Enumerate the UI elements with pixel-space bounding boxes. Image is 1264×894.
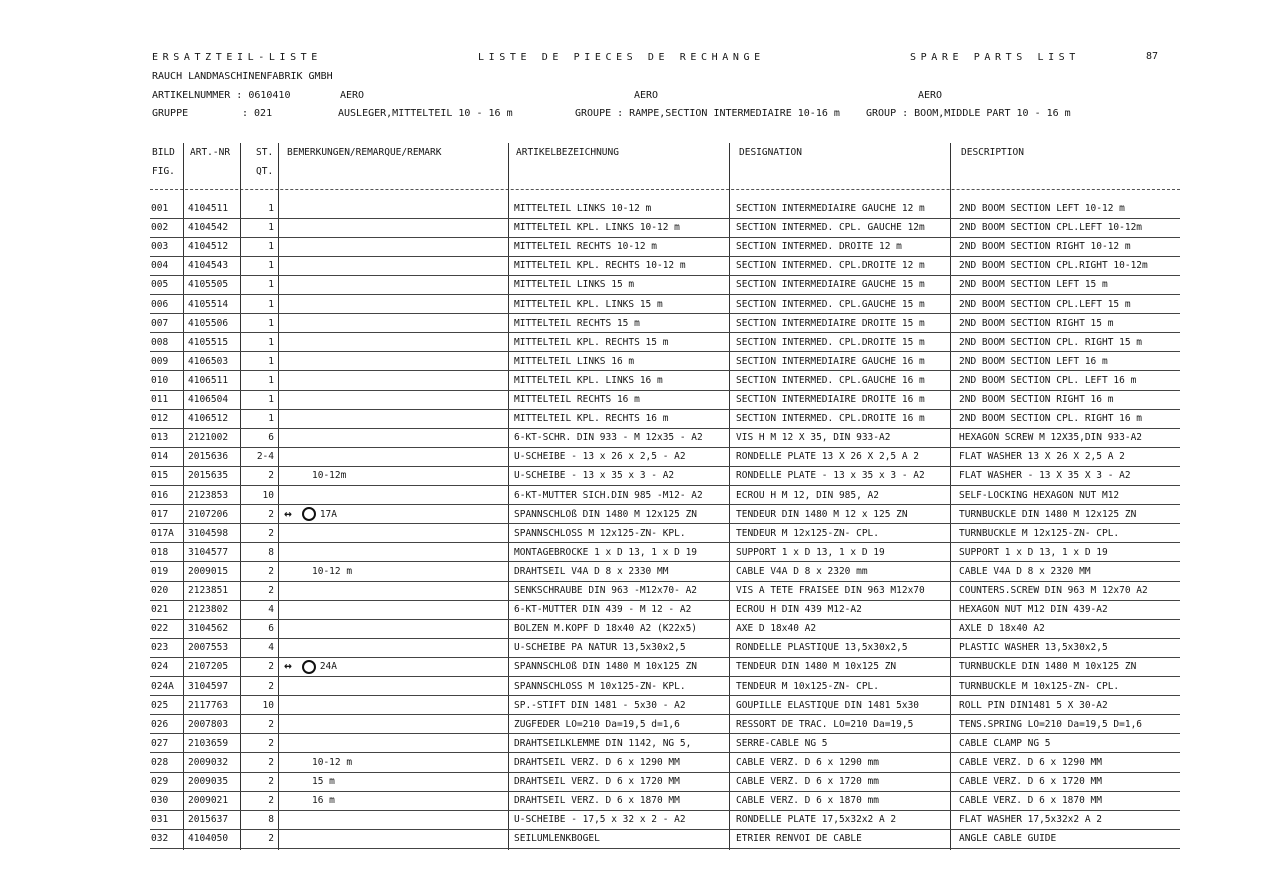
cell-name-en: SELF-LOCKING HEXAGON NUT M12: [959, 489, 1120, 501]
remark-text: 24A: [319, 661, 337, 673]
col-art: ART.-NR: [190, 147, 231, 158]
cell-name-de: U-SCHEIBE PA NATUR 13,5x30x2,5: [514, 642, 686, 654]
cell-name-de: MITTELTEIL KPL. RECHTS 15 m: [514, 336, 669, 348]
cell-name-en: CABLE VERZ. D 6 x 1870 MM: [959, 795, 1102, 807]
cell-fig: 004: [151, 260, 169, 272]
cell-art-nr: 2009032: [188, 756, 229, 768]
cell-name-de: U-SCHEIBE - 13 x 35 x 3 - A2: [514, 470, 675, 482]
cell-name-fr: SUPPORT 1 x D 13, 1 x D 19: [736, 546, 885, 558]
cell-name-en: TURNBUCKLE DIN 1480 M 12x125 ZN: [959, 508, 1137, 520]
cell-remark: [284, 657, 506, 676]
group-de: AUSLEGER,MITTELTEIL 10 - 16 m: [338, 108, 513, 119]
cell-art-nr: 2121002: [188, 432, 229, 444]
cell-art-nr: 2015635: [188, 470, 229, 482]
cell-name-en: HEXAGON SCREW M 12X35,DIN 933-A2: [959, 432, 1143, 444]
cell-fig: 019: [151, 565, 169, 577]
cell-name-de: BOLZEN M.KOPF D 18x40 A2 (K22x5): [514, 623, 698, 635]
cell-fig: 013: [151, 432, 169, 444]
cell-name-de: MITTELTEIL LINKS 15 m: [514, 279, 635, 291]
cell-name-fr: SECTION INTERMED. CPL.DROITE 16 m: [736, 413, 925, 425]
cell-qty: 1: [268, 336, 274, 348]
cell-qty: 2: [268, 776, 274, 787]
cell-art-nr: 4104050: [188, 833, 229, 845]
cell-name-de: SENKSCHRAUBE DIN 963 -M12x70- A2: [514, 585, 698, 596]
cell-name-en: ROLL PIN DIN1481 5 X 30-A2: [959, 699, 1108, 711]
cell-name-fr: SECTION INTERMEDIAIRE DROITE 15 m: [736, 317, 925, 329]
cell-name-en: 2ND BOOM SECTION CPL.LEFT 15 m: [959, 298, 1131, 310]
cell-fig: 008: [151, 336, 169, 348]
cell-art-nr: 3104598: [188, 527, 229, 539]
cell-name-fr: TENDEUR DIN 1480 M 12 x 125 ZN: [736, 508, 908, 520]
cell-name-de: MITTELTEIL KPL. RECHTS 10-12 m: [514, 260, 686, 272]
col-name-fr: DESIGNATION: [739, 147, 802, 158]
cell-name-de: MONTAGEBROCKE 1 x D 13, 1 x D 19: [514, 546, 698, 558]
cell-name-en: 2ND BOOM SECTION CPL. RIGHT 15 m: [959, 336, 1143, 348]
cell-name-fr: TENDEUR M 12x125-ZN- CPL.: [736, 527, 879, 539]
cell-fig: 005: [151, 279, 169, 291]
article-number: ARTIKELNUMMER : 0610410: [152, 90, 291, 101]
cell-name-en: 2ND BOOM SECTION CPL. LEFT 16 m: [959, 374, 1137, 386]
cell-art-nr: 3104597: [188, 680, 229, 692]
cell-art-nr: 2123802: [188, 604, 229, 616]
col-name-de: ARTIKELBEZEICHNUNG: [516, 147, 619, 158]
cell-name-fr: RONDELLE PLATE - 13 x 35 x 3 - A2: [736, 470, 925, 482]
divider-name-fr: [950, 143, 951, 850]
cell-name-fr: SECTION INTERMEDIAIRE GAUCHE 16 m: [736, 355, 925, 367]
cell-qty: 2: [268, 756, 274, 768]
cell-name-de: MITTELTEIL LINKS 16 m: [514, 355, 635, 367]
cell-art-nr: 4105505: [188, 279, 229, 291]
cell-name-fr: CABLE VERZ. D 6 x 1720 mm: [736, 776, 879, 787]
cell-name-de: SPANNSCHLOSS M 12x125-ZN- KPL.: [514, 527, 686, 539]
cell-qty: 10: [262, 699, 274, 711]
cell-name-fr: RONDELLE PLATE 17,5x32x2 A 2: [736, 814, 897, 826]
cell-qty: 2: [268, 833, 274, 845]
cell-fig: 014: [151, 451, 169, 463]
cell-name-de: SEILUMLENKBOGEL: [514, 833, 600, 845]
cell-qty: 1: [268, 317, 274, 329]
circle-reference-icon: [302, 660, 316, 674]
cell-art-nr: 4105514: [188, 298, 229, 310]
cell-remark: 10-12m: [312, 470, 347, 482]
cell-art-nr: 4105506: [188, 317, 229, 329]
cell-qty: 6: [268, 432, 274, 444]
cell-name-en: 2ND BOOM SECTION CPL.RIGHT 10-12m: [959, 260, 1148, 272]
cell-art-nr: 4105515: [188, 336, 229, 348]
cell-remark: 16 m: [312, 795, 335, 807]
model-en: AERO: [918, 90, 943, 101]
cell-fig: 010: [151, 374, 169, 386]
cell-name-fr: VIS H M 12 X 35, DIN 933-A2: [736, 432, 891, 444]
cell-name-fr: SECTION INTERMED. CPL.DROITE 12 m: [736, 260, 925, 272]
cell-qty: 1: [268, 298, 274, 310]
cell-art-nr: 2009021: [188, 795, 229, 807]
cell-art-nr: 2015637: [188, 814, 229, 826]
cell-name-de: MITTELTEIL RECHTS 16 m: [514, 394, 640, 405]
cell-fig: 007: [151, 317, 169, 329]
cell-name-de: U-SCHEIBE - 13 x 26 x 2,5 - A2: [514, 451, 686, 463]
cell-name-en: ANGLE CABLE GUIDE: [959, 833, 1057, 845]
cell-name-fr: SECTION INTERMEDIAIRE GAUCHE 15 m: [736, 279, 925, 291]
cell-qty: 8: [268, 546, 274, 558]
cell-qty: 2: [268, 527, 274, 539]
row-separator: [150, 848, 1180, 849]
cell-name-fr: TENDEUR DIN 1480 M 10x125 ZN: [736, 661, 897, 673]
cell-qty: 1: [268, 203, 274, 214]
cell-fig: 015: [151, 470, 169, 482]
cell-name-en: AXLE D 18x40 A2: [959, 623, 1045, 635]
cell-remark: [284, 505, 506, 524]
cell-name-fr: SECTION INTERMED. CPL.DROITE 15 m: [736, 336, 925, 348]
cell-name-de: MITTELTEIL KPL. RECHTS 16 m: [514, 413, 669, 425]
cell-fig: 028: [151, 756, 169, 768]
circle-reference-icon: [302, 507, 316, 521]
cell-fig: 003: [151, 241, 169, 253]
cell-fig: 031: [151, 814, 169, 826]
cell-art-nr: 4106503: [188, 355, 229, 367]
cell-fig: 025: [151, 699, 169, 711]
cell-name-en: 2ND BOOM SECTION RIGHT 16 m: [959, 394, 1114, 405]
cell-qty: 2: [268, 795, 274, 807]
cell-fig: 023: [151, 642, 169, 654]
cell-fig: 017: [151, 508, 169, 520]
col-name-en: DESCRIPTION: [961, 147, 1024, 158]
cell-name-de: MITTELTEIL RECHTS 10-12 m: [514, 241, 657, 253]
cell-fig: 032: [151, 833, 169, 845]
cell-art-nr: 2107206: [188, 508, 229, 520]
cell-fig: 006: [151, 298, 169, 310]
cell-fig: 018: [151, 546, 169, 558]
cell-qty: 2: [268, 508, 274, 520]
header-separator: [150, 189, 1180, 190]
cell-name-en: FLAT WASHER 13 X 26 X 2,5 A 2: [959, 451, 1125, 463]
cell-name-de: 6-KT-SCHR. DIN 933 - M 12x35 - A2: [514, 432, 703, 444]
cell-name-en: PLASTIC WASHER 13,5x30x2,5: [959, 642, 1108, 654]
divider-name-de: [729, 143, 730, 850]
cell-fig: 027: [151, 737, 169, 749]
col-fig-line1: BILD: [152, 147, 175, 158]
cell-art-nr: 2009015: [188, 565, 229, 577]
cell-name-en: TURNBUCKLE M 12x125-ZN- CPL.: [959, 527, 1120, 539]
cell-qty: 2: [268, 585, 274, 596]
cell-name-de: 6-KT-MUTTER SICH.DIN 985 -M12- A2: [514, 489, 703, 501]
cell-art-nr: 2009035: [188, 776, 229, 787]
cell-qty: 8: [268, 814, 274, 826]
cell-name-de: MITTELTEIL RECHTS 15 m: [514, 317, 640, 329]
cell-name-en: 2ND BOOM SECTION LEFT 15 m: [959, 279, 1108, 291]
cell-name-de: SPANNSCHLOß DIN 1480 M 10x125 ZN: [514, 661, 698, 673]
cell-fig: 029: [151, 776, 169, 787]
cell-qty: 2: [268, 680, 274, 692]
cell-name-de: ZUGFEDER LO=210 Da=19,5 d=1,6: [514, 718, 680, 730]
cell-name-en: 2ND BOOM SECTION RIGHT 10-12 m: [959, 241, 1131, 253]
cell-qty: 2: [268, 470, 274, 482]
cell-name-fr: SERRE-CABLE NG 5: [736, 737, 828, 749]
cell-fig: 001: [151, 203, 169, 214]
cell-fig: 002: [151, 222, 169, 234]
cell-name-de: MITTELTEIL LINKS 10-12 m: [514, 203, 652, 214]
cell-art-nr: 4104543: [188, 260, 229, 272]
cell-art-nr: 4106511: [188, 374, 229, 386]
cell-name-en: 2ND BOOM SECTION CPL. RIGHT 16 m: [959, 413, 1143, 425]
group-number: : 021: [242, 108, 273, 119]
cell-name-fr: ECROU H DIN 439 M12-A2: [736, 604, 862, 616]
model-de: AERO: [340, 90, 365, 101]
cell-fig: 022: [151, 623, 169, 635]
cell-name-fr: AXE D 18x40 A2: [736, 623, 817, 635]
cell-name-en: 2ND BOOM SECTION RIGHT 15 m: [959, 317, 1114, 329]
cell-name-fr: TENDEUR M 10x125-ZN- CPL.: [736, 680, 879, 692]
cell-name-de: 6-KT-MUTTER DIN 439 - M 12 - A2: [514, 604, 692, 616]
divider-remark: [508, 143, 509, 850]
cell-name-fr: GOUPILLE ELASTIQUE DIN 1481 5x30: [736, 699, 920, 711]
cell-name-en: 2ND BOOM SECTION CPL.LEFT 10-12m: [959, 222, 1143, 234]
cell-name-de: DRAHTSEIL VERZ. D 6 x 1720 MM: [514, 776, 680, 787]
col-qty-line1: ST.: [256, 147, 274, 158]
cell-name-de: DRAHTSEILKLEMME DIN 1142, NG 5,: [514, 737, 692, 749]
cell-qty: 1: [268, 374, 274, 386]
cell-name-de: SPANNSCHLOß DIN 1480 M 12x125 ZN: [514, 508, 698, 520]
cell-name-de: DRAHTSEIL V4A D 8 x 2330 MM: [514, 565, 669, 577]
group-fr: GROUPE : RAMPE,SECTION INTERMEDIAIRE 10-16 m: [575, 108, 840, 119]
cell-art-nr: 2123851: [188, 585, 229, 596]
cell-qty: 2: [268, 565, 274, 577]
cell-name-fr: RONDELLE PLASTIQUE 13,5x30x2,5: [736, 642, 908, 654]
cell-qty: 2: [268, 718, 274, 730]
cell-art-nr: 4106504: [188, 394, 229, 405]
cell-fig: 017A: [151, 527, 174, 539]
cell-fig: 016: [151, 489, 169, 501]
cell-name-de: U-SCHEIBE - 17,5 x 32 x 2 - A2: [514, 814, 686, 826]
cell-qty: 4: [268, 642, 274, 654]
cell-fig: 026: [151, 718, 169, 730]
cell-art-nr: 4104542: [188, 222, 229, 234]
model-fr: AERO: [634, 90, 659, 101]
cell-name-fr: SECTION INTERMED. CPL.GAUCHE 15 m: [736, 298, 925, 310]
cell-name-en: FLAT WASHER - 13 X 35 X 3 - A2: [959, 470, 1131, 482]
cell-art-nr: 3104562: [188, 623, 229, 635]
cell-qty: 1: [268, 394, 274, 405]
cell-name-en: FLAT WASHER 17,5x32x2 A 2: [959, 814, 1102, 826]
cell-fig: 024A: [151, 680, 174, 692]
cell-name-en: HEXAGON NUT M12 DIN 439-A2: [959, 604, 1108, 616]
cell-name-en: SUPPORT 1 x D 13, 1 x D 19: [959, 546, 1108, 558]
cell-name-fr: VIS A TETE FRAISEE DIN 963 M12x70: [736, 585, 925, 596]
title-de: ERSATZTEIL-LISTE: [152, 52, 322, 63]
title-fr: LISTE DE PIECES DE RECHANGE: [478, 52, 765, 63]
cell-name-en: TURNBUCKLE DIN 1480 M 10x125 ZN: [959, 661, 1137, 673]
cell-name-fr: CABLE VERZ. D 6 x 1290 mm: [736, 756, 879, 768]
cell-name-de: MITTELTEIL KPL. LINKS 10-12 m: [514, 222, 680, 234]
cell-name-en: COUNTERS.SCREW DIN 963 M 12x70 A2: [959, 585, 1148, 596]
cell-art-nr: 4106512: [188, 413, 229, 425]
cell-art-nr: 4104511: [188, 203, 229, 214]
divider-art: [240, 143, 241, 850]
cell-name-fr: ECROU H M 12, DIN 985, A2: [736, 489, 879, 501]
cell-name-fr: ETRIER RENVOI DE CABLE: [736, 833, 862, 845]
cell-name-en: 2ND BOOM SECTION LEFT 16 m: [959, 355, 1108, 367]
cell-qty: 1: [268, 413, 274, 425]
cell-art-nr: 2103659: [188, 737, 229, 749]
cell-name-en: CABLE V4A D 8 x 2320 MM: [959, 565, 1091, 577]
cell-art-nr: 2107205: [188, 661, 229, 673]
cell-qty: 1: [268, 241, 274, 253]
company-name: RAUCH LANDMASCHINENFABRIK GMBH: [152, 71, 333, 82]
cell-art-nr: 2007553: [188, 642, 229, 654]
cell-name-fr: CABLE VERZ. D 6 x 1870 mm: [736, 795, 879, 807]
cell-qty: 10: [262, 489, 274, 501]
cell-fig: 021: [151, 604, 169, 616]
cell-name-fr: SECTION INTERMED. CPL. GAUCHE 12m: [736, 222, 925, 234]
cell-qty: 2: [268, 737, 274, 749]
cell-name-fr: SECTION INTERMED. CPL.GAUCHE 16 m: [736, 374, 925, 386]
cell-fig: 024: [151, 661, 169, 673]
cell-name-de: MITTELTEIL KPL. LINKS 15 m: [514, 298, 663, 310]
cell-name-fr: RESSORT DE TRAC. LO=210 Da=19,5: [736, 718, 914, 730]
cell-fig: 012: [151, 413, 169, 425]
cell-name-en: TENS.SPRING LO=210 Da=19,5 D=1,6: [959, 718, 1143, 730]
col-qty-line2: QT.: [256, 166, 274, 177]
cell-name-fr: SECTION INTERMEDIAIRE DROITE 16 m: [736, 394, 925, 405]
cell-qty: 1: [268, 260, 274, 272]
double-arrow-icon: ↔: [284, 506, 292, 522]
cell-art-nr: 2007803: [188, 718, 229, 730]
cell-qty: 2-4: [256, 451, 274, 463]
cell-name-en: 2ND BOOM SECTION LEFT 10-12 m: [959, 203, 1125, 214]
double-arrow-icon: ↔: [284, 659, 292, 675]
cell-qty: 1: [268, 279, 274, 291]
cell-art-nr: 2117763: [188, 699, 229, 711]
group-label: GRUPPE: [152, 108, 189, 119]
cell-name-en: CABLE VERZ. D 6 x 1720 MM: [959, 776, 1102, 787]
divider-fig: [183, 143, 184, 850]
cell-name-en: CABLE CLAMP NG 5: [959, 737, 1051, 749]
page-number: 87: [1146, 51, 1159, 62]
cell-name-en: CABLE VERZ. D 6 x 1290 MM: [959, 756, 1102, 768]
cell-art-nr: 2123853: [188, 489, 229, 501]
remark-text: 17A: [319, 508, 337, 520]
col-fig-line2: FIG.: [152, 166, 175, 177]
cell-name-de: DRAHTSEIL VERZ. D 6 x 1290 MM: [514, 756, 680, 768]
cell-qty: 2: [268, 661, 274, 673]
cell-name-fr: SECTION INTERMEDIAIRE GAUCHE 12 m: [736, 203, 925, 214]
title-en: SPARE PARTS LIST: [910, 52, 1080, 63]
cell-art-nr: 3104577: [188, 546, 229, 558]
cell-fig: 011: [151, 394, 169, 405]
cell-remark: 10-12 m: [312, 565, 353, 577]
cell-qty: 4: [268, 604, 274, 616]
cell-name-fr: SECTION INTERMED. DROITE 12 m: [736, 241, 902, 253]
cell-name-de: MITTELTEIL KPL. LINKS 16 m: [514, 374, 663, 386]
cell-remark: 10-12 m: [312, 756, 353, 768]
cell-name-fr: RONDELLE PLATE 13 X 26 X 2,5 A 2: [736, 451, 920, 463]
col-remark: BEMERKUNGEN/REMARQUE/REMARK: [287, 147, 442, 158]
cell-fig: 009: [151, 355, 169, 367]
cell-name-de: DRAHTSEIL VERZ. D 6 x 1870 MM: [514, 795, 680, 807]
cell-name-fr: CABLE V4A D 8 x 2320 mm: [736, 565, 868, 577]
cell-remark: 15 m: [312, 776, 335, 787]
divider-qty: [278, 143, 279, 850]
cell-qty: 6: [268, 623, 274, 635]
cell-fig: 020: [151, 585, 169, 596]
cell-art-nr: 2015636: [188, 451, 229, 463]
cell-art-nr: 4104512: [188, 241, 229, 253]
cell-qty: 1: [268, 355, 274, 367]
cell-name-de: SP.-STIFT DIN 1481 - 5x30 - A2: [514, 699, 686, 711]
cell-qty: 1: [268, 222, 274, 234]
cell-fig: 030: [151, 795, 169, 807]
group-en: GROUP : BOOM,MIDDLE PART 10 - 16 m: [866, 108, 1071, 119]
cell-name-en: TURNBUCKLE M 10x125-ZN- CPL.: [959, 680, 1120, 692]
cell-name-de: SPANNSCHLOSS M 10x125-ZN- KPL.: [514, 680, 686, 692]
